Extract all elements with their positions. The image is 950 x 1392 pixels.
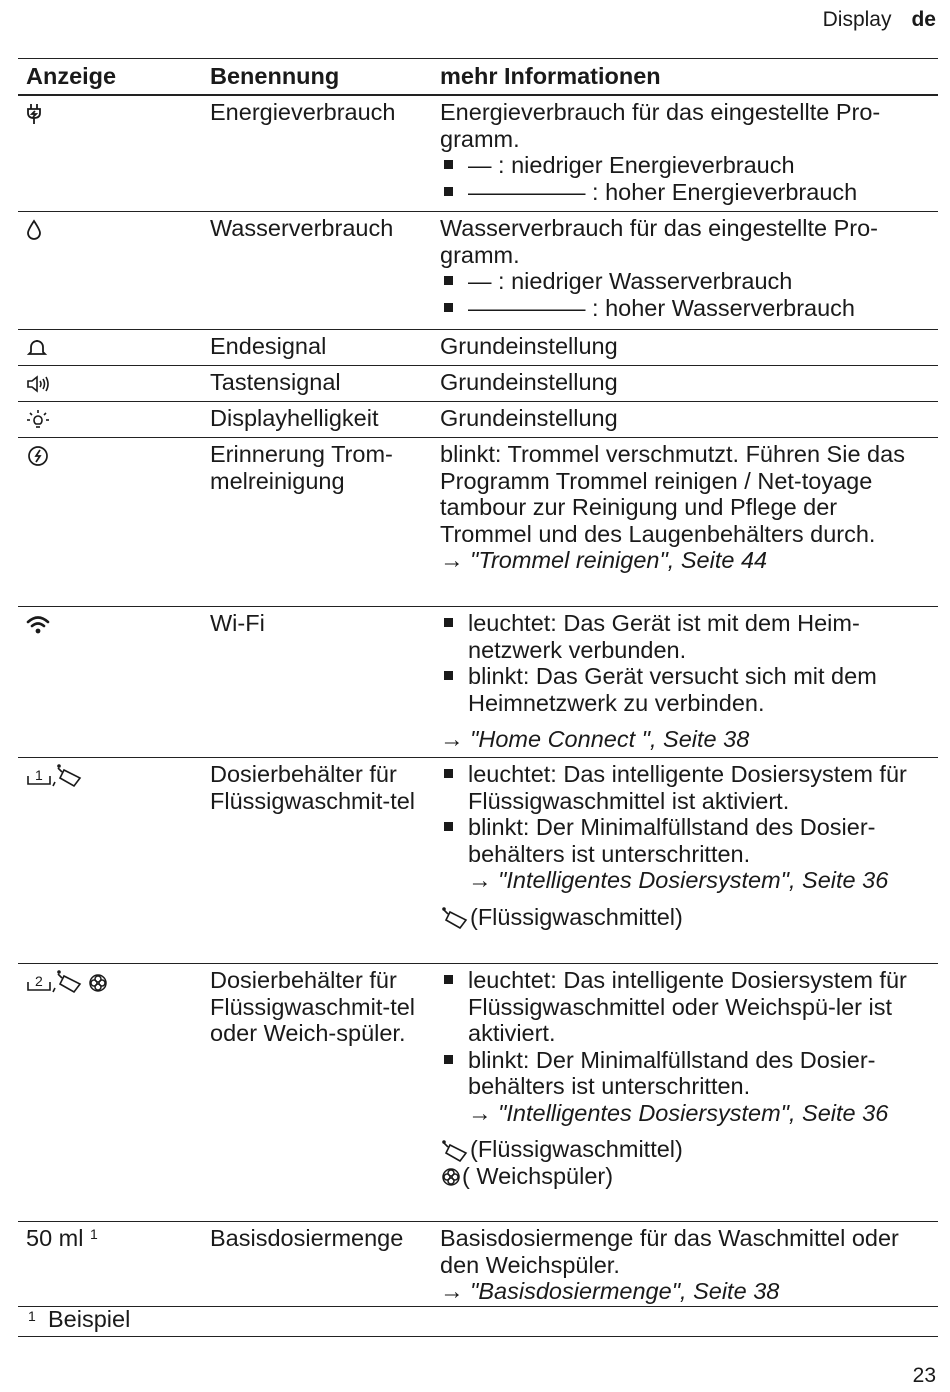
table-row (18, 1222, 938, 1307)
benennung-cell: Displayhelligkeit (210, 405, 379, 431)
benennung-cell: Wi-Fi (210, 610, 265, 636)
info-text: blinkt: Trommel verschmutzt. Führen Sie das Programm Trommel reinigen / Net-toyage tambour zur Reinigung und Pflege der Trommel und des Laugenbehälters durch. (440, 441, 905, 547)
info-cell: Grundeinstellung (440, 405, 618, 431)
col-header-anzeige: Anzeige (26, 63, 117, 89)
benennung-cell: Erinnerung Trom-melreinigung (210, 441, 393, 494)
table-row (18, 330, 938, 366)
bell-icon (26, 338, 48, 358)
cross-reference: → "Trommel reinigen", Seite 44 (440, 547, 768, 573)
language-tag: de (911, 8, 936, 31)
page-number: 23 (912, 1364, 936, 1387)
legend-text: (Flüssigwaschmittel) (470, 903, 683, 930)
info-cell (440, 1225, 932, 1305)
anzeige-cell (26, 99, 196, 126)
bullet-item: leuchtet: Das Gerät ist mit dem Heim-netzwerk verbunden. (440, 610, 932, 663)
water-drop-icon (26, 219, 42, 241)
benennung-cell: Dosierbehälter für Flüssigwaschmit-tel (210, 761, 416, 814)
col-header-info: mehr Informationen (440, 63, 661, 89)
bullet-item: ————— : hoher Energieverbrauch (440, 179, 932, 206)
info-cell (440, 967, 932, 1189)
drum-clean-icon (26, 445, 50, 467)
benennung-cell: Tastensignal (210, 369, 341, 395)
benennung-cell: Endesignal (210, 333, 327, 359)
footnote (18, 1304, 938, 1337)
anzeige-cell (26, 333, 196, 360)
info-text: Basisdosiermenge für das Waschmittel oder den Weichspüler. (440, 1225, 899, 1278)
table-row (18, 964, 938, 1222)
info-text: Wasserverbrauch für das eingestellte Pro-gramm. (440, 215, 878, 268)
info-cell (440, 441, 932, 574)
section-title: Display (822, 8, 892, 31)
bullet-item: blinkt: Der Minimalfüllstand des Dosier-behälters ist unterschritten. (440, 814, 932, 867)
anzeige-cell (26, 1225, 196, 1252)
table-row (18, 758, 938, 964)
header-rule (18, 58, 938, 59)
bullet-item: ————— : hoher Wasserverbrauch (440, 295, 932, 322)
bullet-item: — : niedriger Wasserverbrauch (440, 268, 932, 295)
cross-reference: → "Intelligentes Dosiersystem", Seite 36 (468, 1099, 889, 1126)
benennung-cell: Basisdosiermenge (210, 1225, 404, 1251)
display-table (18, 60, 938, 1307)
info-cell (440, 215, 932, 321)
anzeige-cell (26, 215, 196, 242)
footnote-number: 1 (28, 1308, 36, 1324)
running-header (823, 8, 936, 32)
table-row (18, 366, 938, 402)
cross-reference: → "Basisdosiermenge", Seite 38 (440, 1278, 780, 1304)
info-text: Energieverbrauch für das eingestellte Pro-gramm. (440, 99, 881, 152)
softener-icon (440, 1166, 462, 1188)
legend-line (440, 1163, 932, 1190)
dosing-container-icon (26, 764, 86, 788)
anzeige-cell (26, 761, 196, 788)
info-cell: Grundeinstellung (440, 333, 618, 359)
liquid-detergent-icon (440, 907, 470, 929)
anzeige-cell (26, 967, 196, 994)
table-row (18, 607, 938, 758)
bullet-item: leuchtet: Das intelligente Dosiersystem für Flüssigwaschmittel oder Weichspü-ler ist aktiviert. (440, 967, 932, 1047)
anzeige-cell (26, 405, 196, 432)
legend-text: ( Weichspüler) (462, 1162, 614, 1189)
bullet-item: leuchtet: Das intelligente Dosiersystem für Flüssigwaschmittel ist aktiviert. (440, 761, 932, 814)
anzeige-cell (26, 369, 196, 396)
table-row (18, 212, 938, 330)
bullet-item: blinkt: Der Minimalfüllstand des Dosier-behälters ist unterschritten. (440, 1047, 932, 1100)
info-cell (440, 610, 932, 753)
cross-reference: → "Intelligentes Dosiersystem", Seite 36 (468, 867, 889, 893)
dosing-container-icon (26, 970, 110, 994)
liquid-detergent-icon (58, 765, 80, 786)
anzeige-text: 50 ml (26, 1225, 84, 1251)
col-header-benennung: Benennung (210, 63, 340, 89)
anzeige-cell (26, 610, 196, 637)
softener-icon (90, 975, 106, 991)
liquid-detergent-icon (58, 971, 80, 992)
wifi-icon (26, 614, 50, 636)
cross-reference: → "Home Connect ", Seite 38 (440, 726, 750, 752)
legend-line (440, 1136, 932, 1163)
legend-text: (Flüssigwaschmittel) (470, 1136, 683, 1162)
legend-line (440, 904, 932, 931)
plug-icon (26, 103, 42, 125)
footnote-text: Beispiel (48, 1306, 131, 1332)
liquid-detergent-icon (440, 1140, 470, 1162)
bullet-item: blinkt: Das Gerät versucht sich mit dem Heimnetzwerk zu verbinden. (440, 663, 932, 716)
svg-text:1: 1 (35, 766, 43, 783)
table-row (18, 402, 938, 438)
table-row (18, 438, 938, 607)
table-header (18, 60, 938, 96)
svg-text:2: 2 (35, 972, 43, 989)
brightness-icon (26, 409, 50, 431)
benennung-cell: Wasserverbrauch (210, 215, 394, 241)
table-row (18, 96, 938, 212)
anzeige-cell (26, 441, 196, 468)
benennung-cell: Energieverbrauch (210, 99, 396, 125)
info-cell (440, 99, 932, 205)
benennung-cell: Dosierbehälter für Flüssigwaschmit-tel oder Weich-spüler. (210, 967, 416, 1046)
speaker-icon (26, 374, 52, 394)
info-cell (440, 761, 932, 930)
bullet-item: — : niedriger Energieverbrauch (440, 152, 932, 179)
info-cell: Grundeinstellung (440, 369, 618, 395)
footnote-marker: 1 (90, 1226, 98, 1242)
